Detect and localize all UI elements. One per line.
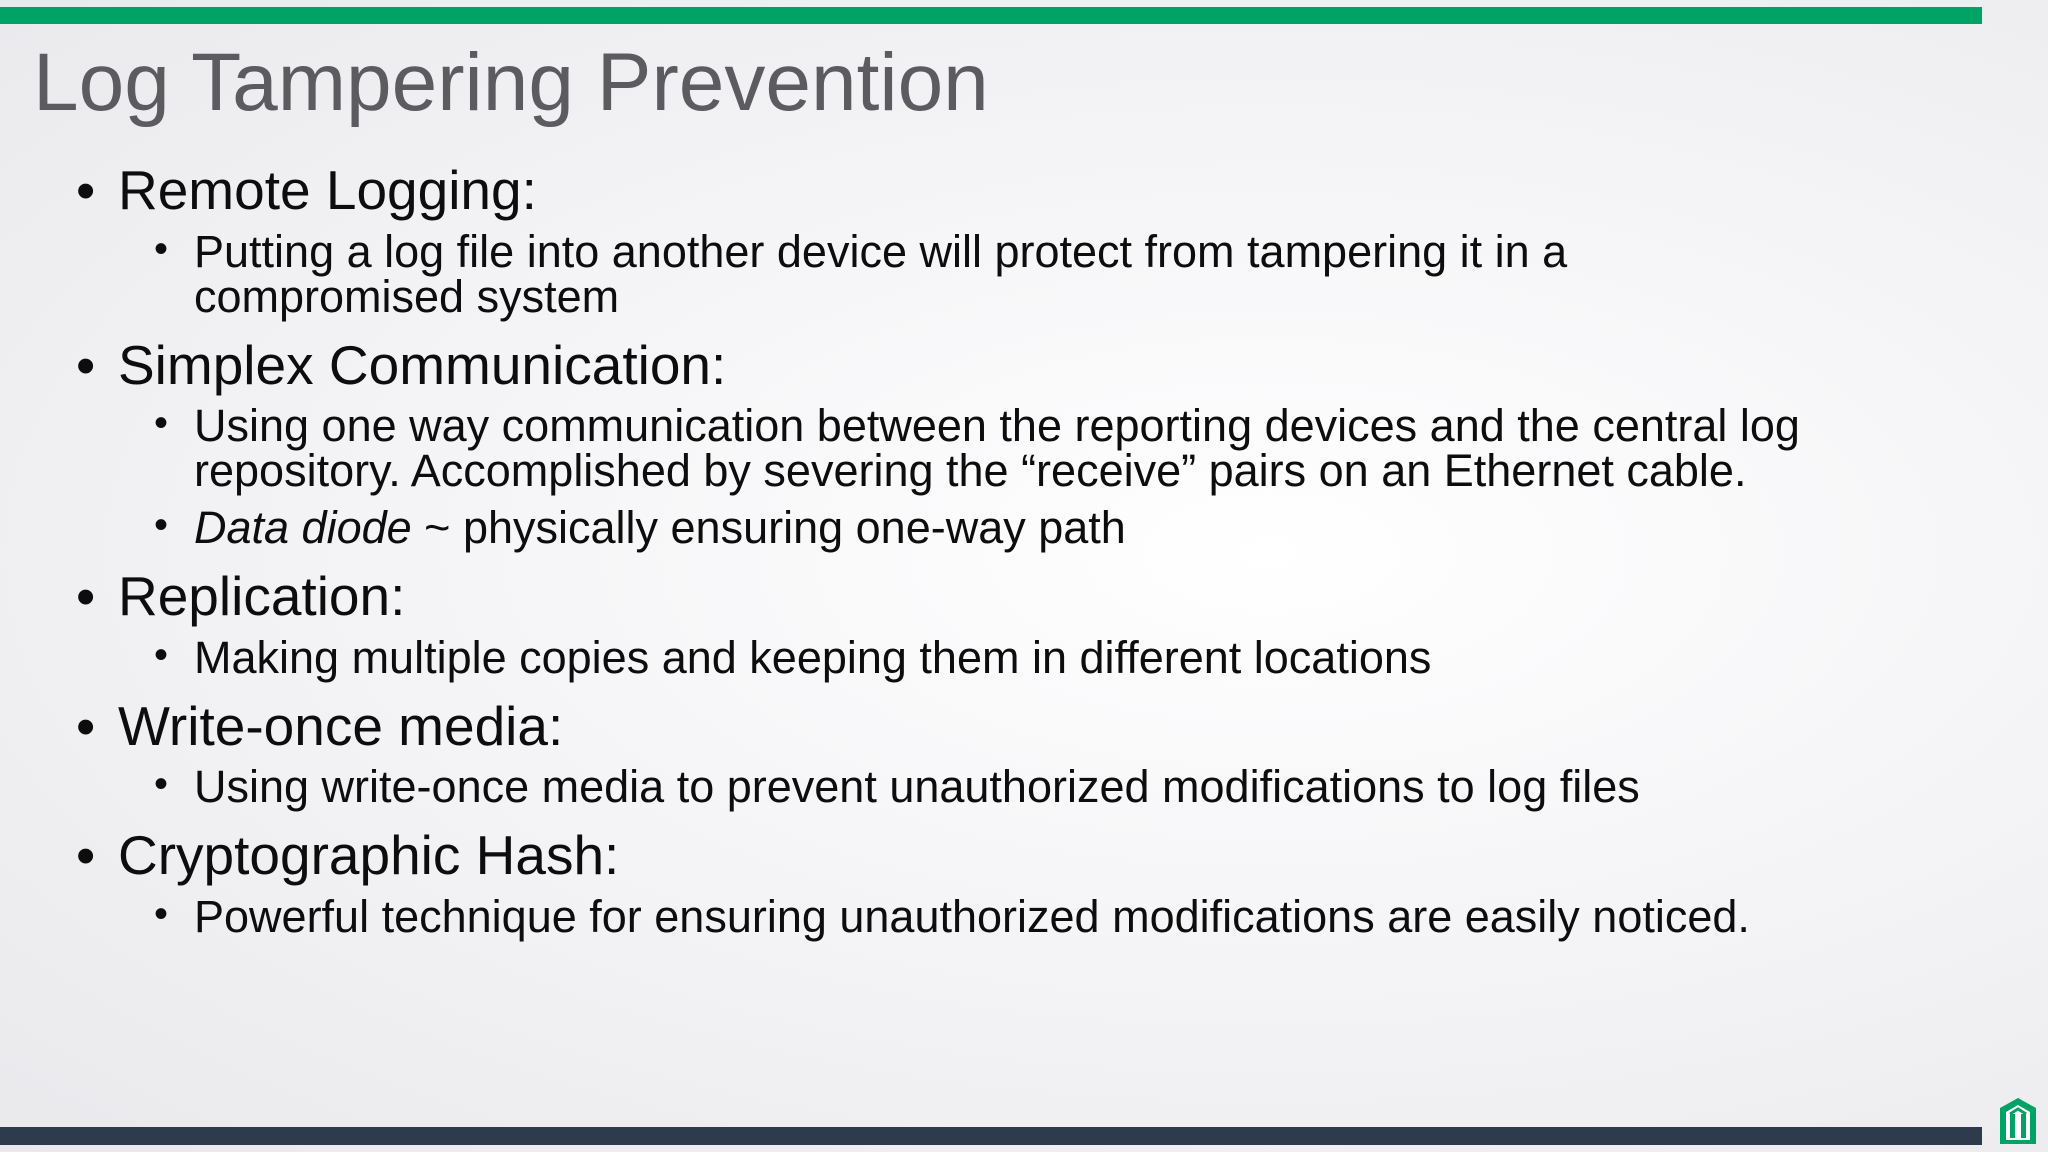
bullet-section (76, 696, 1816, 810)
bullet-heading: • Replication: (76, 566, 1816, 627)
sub-bullet (154, 761, 1816, 812)
slide-title: Log Tampering Prevention (33, 37, 989, 128)
sub-bullet-italic-term: Data diode (194, 502, 412, 553)
bullet-section (76, 159, 1816, 322)
top-accent-bar (0, 7, 1982, 24)
sub-bullet-text: ~ physically ensuring one-way path (411, 502, 1126, 553)
bullet-section (76, 565, 1816, 683)
sub-bullet-text: Putting a log file into another device will protect from tampering it in a compromised system (194, 225, 1568, 322)
sub-bullet (154, 225, 1816, 322)
sub-bullet-marker: • (154, 762, 169, 806)
sub-bullet (154, 502, 1816, 553)
sub-bullet-marker: • (154, 632, 169, 677)
shield-logo-icon (1996, 1094, 2040, 1148)
sub-bullet (154, 400, 1816, 496)
bullet-heading: • Simplex Communication: (76, 335, 1816, 396)
bullet-heading: • Cryptographic Hash: (76, 825, 1816, 886)
sub-bullet-marker: • (154, 401, 169, 445)
bullet-section (76, 824, 1816, 942)
sub-bullet-marker: • (154, 891, 169, 936)
footer-bar (0, 1127, 1982, 1145)
sub-bullet-text: Powerful technique for ensuring unauthorized modifications are easily noticed. (194, 890, 1750, 942)
sub-bullet-text: Using one way communication between the reporting devices and the central log repository. Accomplished by severing the “receive” pairs on an Ethernet cable. (194, 400, 1800, 496)
sub-bullet-text: Using write-once media to prevent unauthorized modifications to log files (194, 761, 1640, 812)
sub-bullet-marker: • (154, 503, 169, 547)
bullet-heading: • Remote Logging: (76, 160, 1816, 221)
sub-bullet (154, 631, 1816, 683)
bullet-section (76, 335, 1816, 551)
sub-bullet (154, 890, 1816, 942)
sub-bullet-marker: • (154, 226, 169, 271)
slide-content (76, 160, 1816, 955)
bullet-heading: • Write-once media: (76, 696, 1816, 757)
sub-bullet-text: Making multiple copies and keeping them in different locations (194, 631, 1432, 683)
